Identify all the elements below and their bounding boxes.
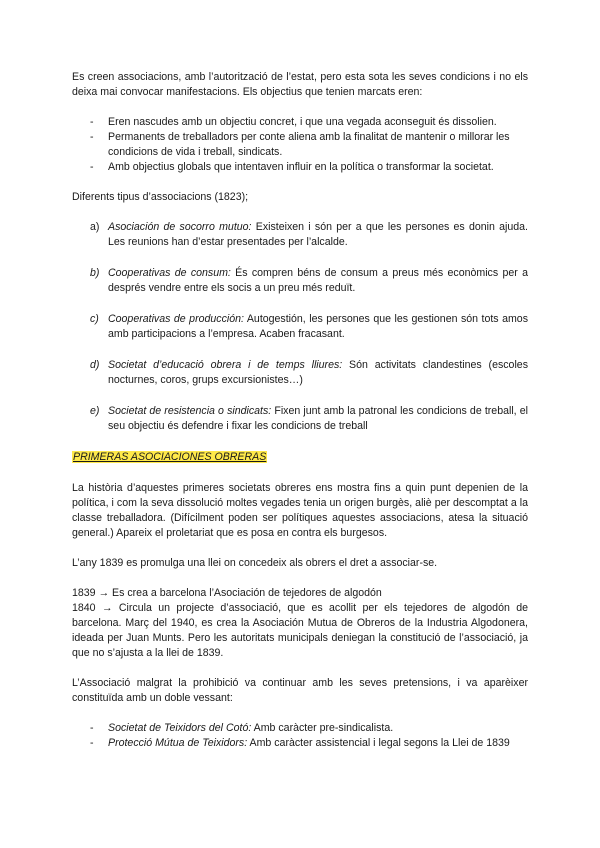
list-item-text: Amb objectius globals que intentaven influir en la política o transformar la societat. xyxy=(108,161,494,173)
type-name: Asociación de socorro mutuo: xyxy=(108,221,252,233)
list-item xyxy=(72,266,528,296)
list-item-text: Eren nascudes amb un objectiu concret, i que una vegada aconseguit és dissolien. xyxy=(108,116,497,128)
section-heading-line xyxy=(72,450,528,465)
list-item xyxy=(72,130,528,160)
list-item xyxy=(72,115,528,130)
timeline-1840: 1840 → Circula un projecte d’associació, que es acollit per els tejedores de algodón de barcelona. Març del 1940, es crea la Asociación Mutua de Obreros de la Industria Algodonera, ideada per Juan Munts. Pero les autoritats municipals deniegan la constitució de l’associació, ja que no s’ajusta a la llei de 1839. xyxy=(72,602,528,659)
association-paragraph: L’Associació malgrat la prohibició va continuar amb les seves pretensions, i va aparèixer constituïda amb un doble vessant: xyxy=(72,677,528,704)
types-intro: Diferents tipus d’associacions (1823); xyxy=(72,191,249,203)
letter-marker: a) xyxy=(90,221,100,233)
list-item xyxy=(72,404,528,434)
history-paragraph: La història d’aquestes primeres societats obreres ens mostra fins a quin punt depenien de la política, i com la seva dissolució moltes vegades tenia un origen burgès, aliè per descomptat a la classe treballadora. (Difícilment poden ser polítiques aquestes associacions, atesa la situació general.) Apareix el proletariat que es posa en contra els burgesos. xyxy=(72,482,528,539)
dash-marker: - xyxy=(90,116,94,128)
type-description: Autogestión, les persones que les gestionen són tots amos amb participacions a l’empresa. Acaben fracasant. xyxy=(108,313,528,340)
list-item xyxy=(72,721,528,736)
list-item xyxy=(72,160,528,175)
list-item-text: Permanents de treballadors per conte aliena amb la finalitat de mantenir o millorar les condicions de vida i treball, sindicats. xyxy=(108,131,510,158)
letter-marker: d) xyxy=(90,359,100,371)
branches-list xyxy=(72,721,528,751)
branch-description: Amb caràcter assistencial i legal segons la Llei de 1839 xyxy=(247,737,510,749)
document-page xyxy=(72,70,528,766)
type-name: Cooperativas de producción: xyxy=(108,313,244,325)
branch-name: Societat de Teixidors del Cotó: xyxy=(108,722,252,734)
type-name: Societat de resistencia o sindicats: xyxy=(108,405,272,417)
letter-marker: b) xyxy=(90,267,100,279)
intro-paragraph: Es creen associacions, amb l’autorització de l’estat, pero esta sota les seves condicions i no els deixa mai convocar manifestacions. Els objectius que tenien marcats eren: xyxy=(72,71,528,98)
dash-marker: - xyxy=(90,131,94,143)
type-description: Són activitats clandestines (escoles nocturnes, coros, grups excursionistes…) xyxy=(108,359,528,386)
branch-name: Protecció Mútua de Teixidors: xyxy=(108,737,248,749)
timeline-1839: 1839 → Es crea a barcelona l’Asociación de tejedores de algodón xyxy=(72,587,382,599)
list-item xyxy=(72,220,528,250)
branch-description: Amb caràcter pre-sindicalista. xyxy=(251,722,394,734)
association-types-list xyxy=(72,220,528,434)
list-item xyxy=(72,358,528,388)
list-item xyxy=(72,312,528,342)
objectives-list xyxy=(72,115,528,175)
type-description: És compren béns de consum a preus més econòmics per a després vendre entre els socis a un preu més reduït. xyxy=(108,267,528,294)
section-heading: PRIMERAS ASOCIACIONES OBRERAS xyxy=(73,451,267,463)
dash-marker: - xyxy=(90,722,94,734)
list-item xyxy=(72,736,528,751)
type-description: Fixen junt amb la patronal les condicions de treball, el seu objectiu és defendre i fixar les condicions de treball xyxy=(108,405,528,432)
type-name: Cooperativas de consum: xyxy=(108,267,231,279)
type-name: Societat d’educació obrera i de temps lliures: xyxy=(108,359,343,371)
dash-marker: - xyxy=(90,737,94,749)
type-description: Existeixen i són per a que les persones es donin ajuda. Les reunions han d’estar presentades per l’alcalde. xyxy=(108,221,528,248)
dash-marker: - xyxy=(90,161,94,173)
law-1839-paragraph: L’any 1839 es promulga una llei on concedeix als obrers el dret a associar-se. xyxy=(72,557,438,569)
letter-marker: c) xyxy=(90,313,99,325)
letter-marker: e) xyxy=(90,405,100,417)
